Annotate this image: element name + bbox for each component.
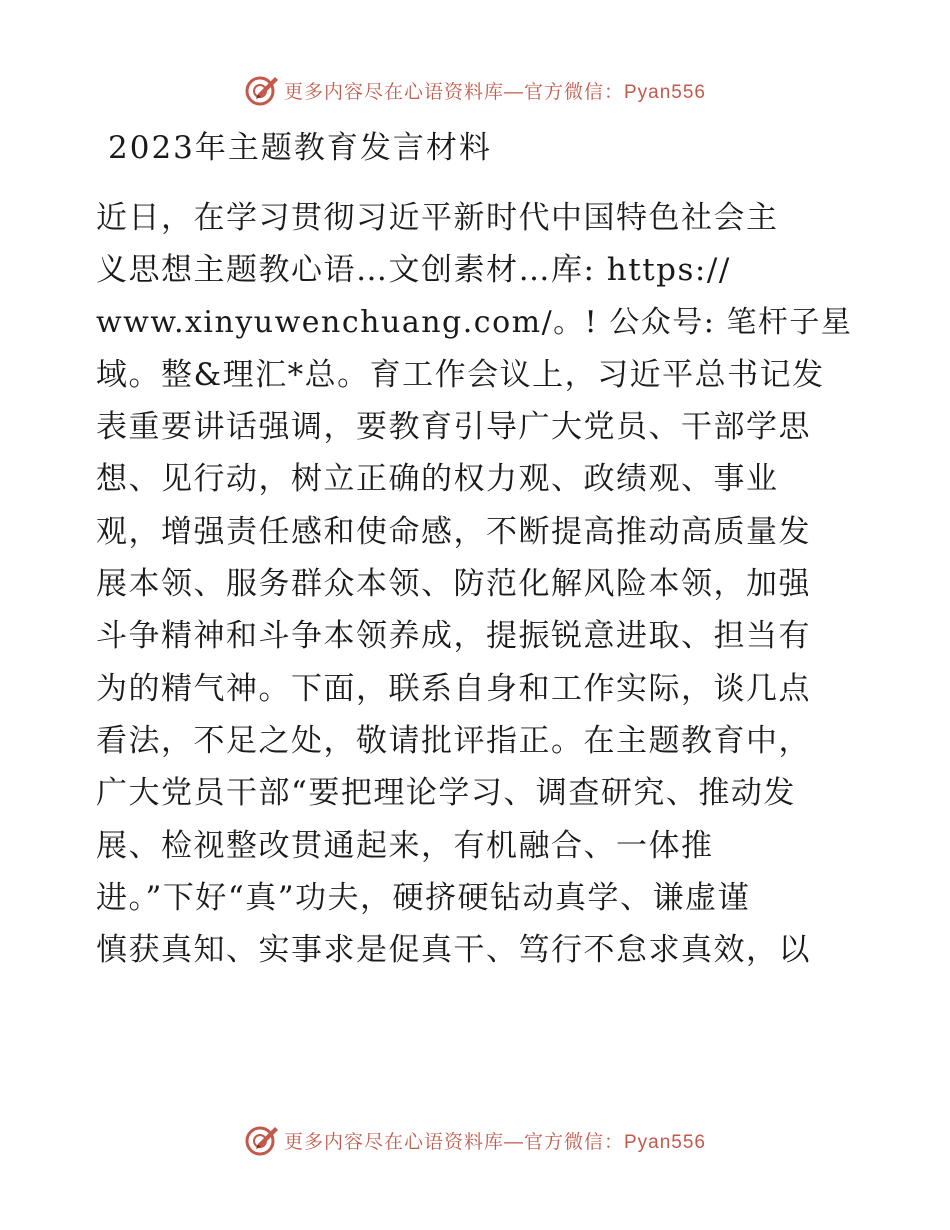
body-line: 表重要讲话强调，要教育引导广大党员、干部学思 [96,409,811,446]
body-line: 为的精气神。下面，联系自身和工作实际，谈几点 [96,670,811,707]
body-line: 展、检视整改贯通起来，有机融合、一体推 [96,827,714,864]
body-line: www.xinyuwenchuang.com/。! 公众号: 笔杆子星 [96,304,853,340]
body-line: 斗争精神和斗争本领养成，提振锐意进取、担当有 [96,618,811,655]
body-line: 域。整&理汇*总。育工作会议上，习近平总书记发 [96,356,825,393]
document-title: 2023年主题教育发言材料 [108,130,492,166]
header-watermark-banner [0,70,950,110]
body-line: 想、见行动，树立正确的权力观、政绩观、事业 [96,461,779,498]
footer-watermark-banner [0,1120,950,1160]
document-body [96,192,852,976]
body-line: 义思想主题教心语…文创素材…库: https:// [96,252,731,289]
body-line: 近日，在学习贯彻习近平新时代中国特色社会主 [96,200,779,236]
body-line: 看法，不足之处，敬请批评指正。在主题教育中， [96,722,811,759]
pen-logo-icon [244,72,280,108]
body-line: 慎获真知、实事求是促真干、笃行不怠求真效，以 [96,932,811,969]
body-line: 广大党员干部“要把理论学习、调查研究、推动发 [96,775,796,812]
body-line: 进。”下好“真”功夫，硬挤硬钻动真学、谦虚谨 [96,879,751,916]
body-line: 观，增强责任感和使命感，不断提高推动高质量发 [96,513,811,550]
pen-logo-icon [244,1122,280,1158]
body-line: 展本领、服务群众本领、防范化解风险本领，加强 [96,566,811,603]
watermark-text: 更多内容尽在心语资料库—官方微信：Pyan556 [283,1131,706,1153]
watermark-text: 更多内容尽在心语资料库—官方微信：Pyan556 [283,81,706,103]
